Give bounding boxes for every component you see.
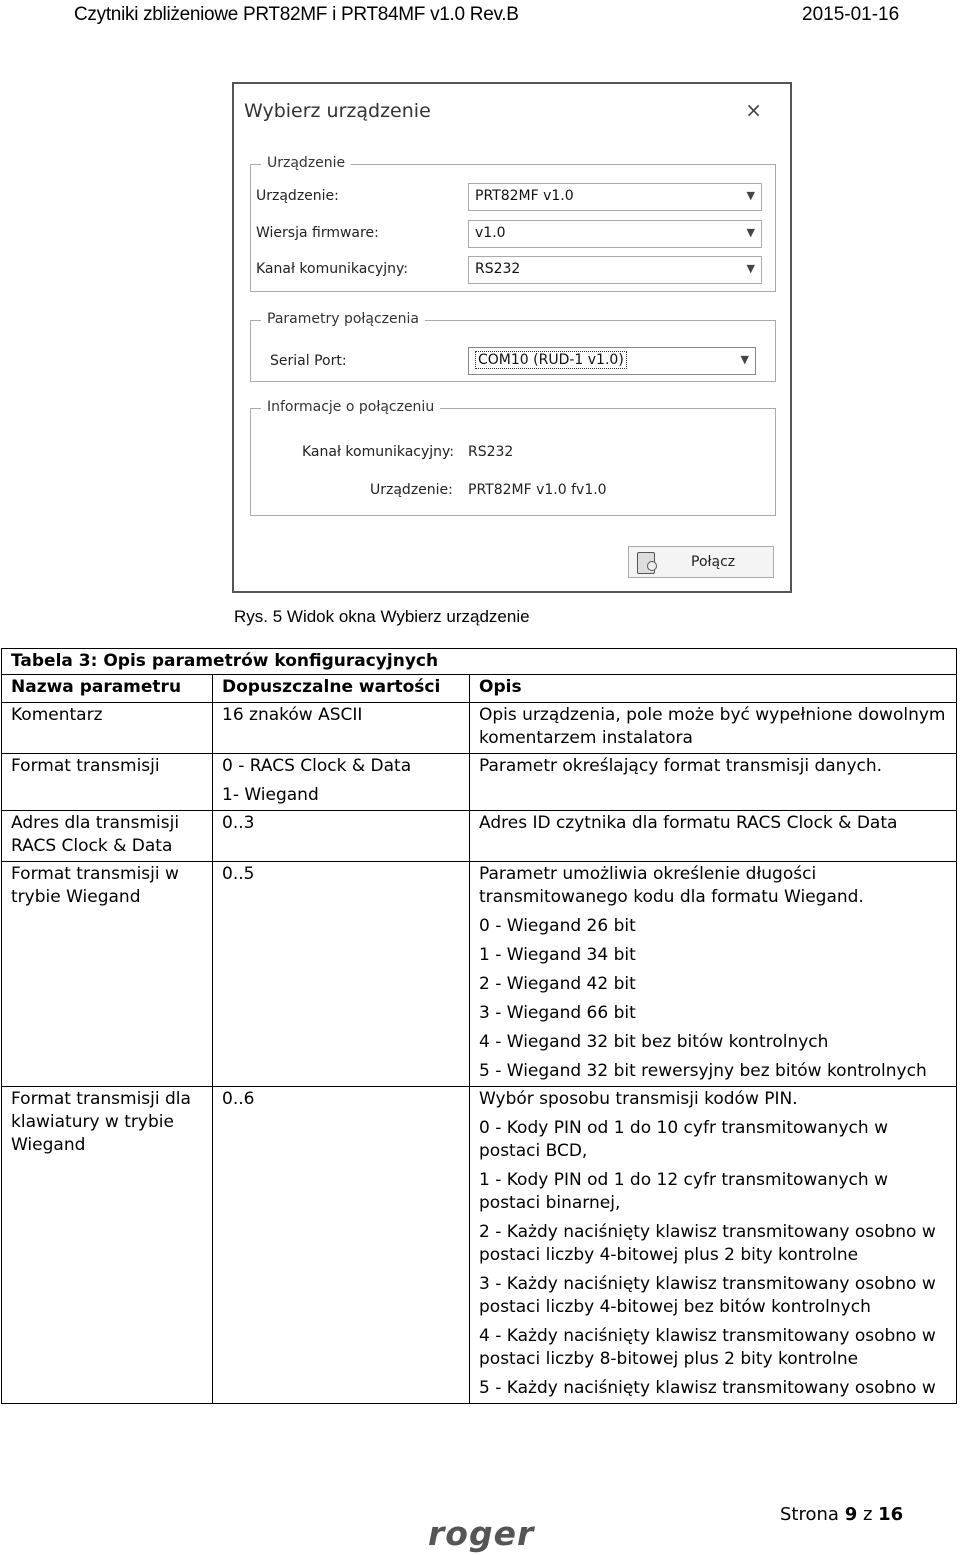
table-row [2,862,957,1087]
param-name: Komentarz [2,703,213,754]
info-device-label: Urządzenie: [370,482,453,498]
page-number [780,1504,903,1525]
param-name: Format transmisji dla klawiatury w trybie Wiegand [2,1087,213,1404]
parameters-table [1,648,957,1404]
param-value: 16 znaków ASCII [222,705,363,725]
param-desc: 3 - Wiegand 66 bit [479,1003,636,1023]
connect-button-label: Połącz [691,554,736,570]
param-name: Adres dla transmisji RACS Clock & Data [2,811,213,862]
device-label: Urządzenie: [256,188,339,204]
table-row [2,1087,957,1404]
param-desc: 1 - Wiegand 34 bit [479,945,636,965]
chevron-down-icon: ▼ [746,262,755,275]
document-header-title: Czytniki zbliżeniowe PRT82MF i PRT84MF v1.0 Rev.B [74,4,519,25]
info-channel-value: RS232 [468,444,514,460]
connect-button[interactable] [628,546,774,578]
column-header: Opis [470,675,957,703]
serial-port-label: Serial Port: [270,353,347,369]
param-desc: 5 - Każdy naciśnięty klawisz transmitowany osobno w [479,1378,936,1398]
param-desc: 5 - Wiegand 32 bit rewersyjny bez bitów kontrolnych [479,1061,927,1081]
serial-port-select[interactable] [468,347,756,375]
device-icon-badge [647,561,657,571]
roger-logo: roger [428,1514,535,1553]
param-desc: Parametr określający format transmisji danych. [479,756,883,776]
table-row [2,754,957,811]
param-value: 1- Wiegand [222,785,319,805]
connection-group-legend: Parametry połączenia [261,311,425,327]
device-group-legend: Urządzenie [261,155,351,171]
dialog-screenshot [232,82,792,593]
param-desc: Adres ID czytnika dla formatu RACS Clock & Data [479,813,898,833]
info-group-legend: Informacje o połączeniu [261,399,440,415]
info-group [250,399,776,516]
param-desc: Wybór sposobu transmisji kodów PIN. [479,1089,798,1109]
chevron-down-icon: ▼ [746,226,755,239]
serial-port-select-value: COM10 (RUD-1 v1.0) [475,351,627,369]
page-label: Strona [780,1504,839,1525]
table-row [2,703,957,754]
figure-caption: Rys. 5 Widok okna Wybierz urządzenie [234,607,530,626]
param-desc: 4 - Każdy naciśnięty klawisz transmitowany osobno w postaci liczby 8-bitowej plus 2 bity kontrolne [479,1326,936,1369]
param-value: 0..5 [222,864,255,884]
device-select-value: PRT82MF v1.0 [475,188,574,204]
chevron-down-icon: ▼ [746,189,755,202]
page-total: 16 [878,1504,904,1525]
page-of: z [862,1504,873,1525]
page-current: 9 [844,1504,858,1525]
param-value: 0..3 [222,813,255,833]
param-value: 0 - RACS Clock & Data [222,756,412,776]
close-icon[interactable]: × [745,98,762,122]
channel-label: Kanał komunikacyjny: [256,261,409,277]
info-channel-label: Kanał komunikacyjny: [302,444,455,460]
param-value: 0..6 [222,1089,255,1109]
param-desc: Parametr umożliwia określenie długości transmitowanego kodu dla formatu Wiegand. [479,864,864,907]
firmware-select-value: v1.0 [475,225,506,241]
device-select[interactable] [468,183,762,211]
document-header-date: 2015-01-16 [802,4,900,25]
param-name: Format transmisji w trybie Wiegand [2,862,213,1087]
param-desc: Opis urządzenia, pole może być wypełnione dowolnym komentarzem instalatora [479,705,946,748]
table-title: Tabela 3: Opis parametrów konfiguracyjnych [2,649,957,675]
dialog-title: Wybierz urządzenie [244,100,431,122]
firmware-label: Wiersja firmware: [256,225,379,241]
param-name: Format transmisji [2,754,213,811]
param-desc: 2 - Każdy naciśnięty klawisz transmitowany osobno w postaci liczby 4-bitowej plus 2 bity kontrolne [479,1222,936,1265]
channel-select[interactable] [468,256,762,284]
param-desc: 2 - Wiegand 42 bit [479,974,636,994]
info-device-value: PRT82MF v1.0 fv1.0 [468,482,607,498]
chevron-down-icon: ▼ [740,353,749,366]
param-desc: 3 - Każdy naciśnięty klawisz transmitowany osobno w postaci liczby 4-bitowej bez bitów kontrolnych [479,1274,936,1317]
param-desc: 4 - Wiegand 32 bit bez bitów kontrolnych [479,1032,829,1052]
column-header: Dopuszczalne wartości [213,675,470,703]
param-desc: 0 - Kody PIN od 1 do 10 cyfr transmitowanych w postaci BCD, [479,1118,888,1161]
column-header: Nazwa parametru [2,675,213,703]
param-desc: 1 - Kody PIN od 1 do 12 cyfr transmitowanych w postaci binarnej, [479,1170,888,1213]
param-desc: 0 - Wiegand 26 bit [479,916,636,936]
table-row [2,811,957,862]
firmware-select[interactable] [468,220,762,248]
channel-select-value: RS232 [475,261,521,277]
